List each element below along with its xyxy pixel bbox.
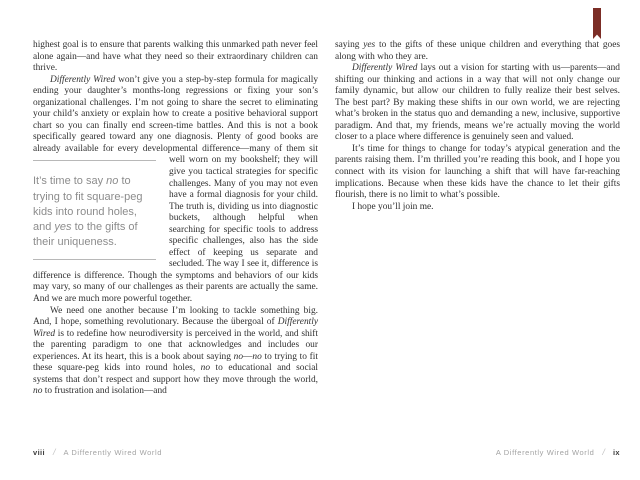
page-left-text — [33, 0, 318, 398]
running-title: A Differently Wired World — [63, 447, 163, 457]
page-number: viii — [33, 447, 46, 457]
paragraph: We need one another because I’m looking to tackle something big. And, I hope, something revolutionary. Because the übergoal of Differently Wired is to redefine how neurodiversity is perceived in the world, and shift the parenting paradigm to one that acknowledges and includes our experiences. At its heart, this is a book about saying no—no to trying to fit these square-peg kids into round holes, no to educational and social systems that don’t respect and support how they move through the world, no to frustration and isolation—and — [33, 305, 318, 397]
paragraph-segment: difference—many of them sit well worn on my bookshelf; they will give you tactical strategies for specific challenges. Many of you may not even have a formal diagnosis for your child. The truth is, dividing us into diagnostic buckets, although helpful when searching for specific tools to address specific challenges, also has the side effect of keeping us separate and secluded. The way I see it, difference is difference is difference. Though the symptoms and behaviors of our kids may vary, so many of our challenges as their parents are actually the same. And we are much more powerful together. — [33, 143, 318, 305]
page-left — [33, 0, 318, 480]
running-title: A Differently Wired World — [495, 447, 595, 457]
paragraph: It’s time for things to change for today’s atypical generation and the parents raising them. I’m thrilled you’re reading this book, and I hope you connect with its vision for launching a shift that will have far-reaching implications. Because when these kids have the chance to let their gifts flourish, there is no limit to what’s possible. — [335, 143, 620, 201]
page-right-text — [335, 0, 620, 213]
paragraph-segment: Differently Wired won’t give you a step-by-step formula for magically ending your daughter’s months-long regressions or fixing your son’s organizational challenges. I’m not going to share the secret to eliminating your child’s anxiety or explain how to create a positive behavioral support chart so you can finally end screen-time battles. And this is not a book specifically geared toward any one diagnosis. Plenty of good books are already available for every developmental — [33, 74, 319, 154]
page-right — [335, 0, 620, 480]
slash-separator: / — [602, 447, 605, 457]
paragraph: Differently Wired lays out a vision for starting with us—parents—and shifting our thinking and actions in a way that will not only change our family dynamic, but allow our children to fully realize their best selves. The best part? By making these shifts in our own world, we are rejecting what’s broken in the status quo and demanding a new, inclusive, supportive paradigm. And that, my friends, means we’re actually moving the world closer to a place where difference is genuinely seen and valued. — [335, 63, 620, 143]
paragraph: I hope you’ll join me. — [352, 201, 434, 212]
paragraph — [33, 75, 318, 306]
pull-quote: It’s time to say no to trying to fit square-peg kids into round holes, and yes to the gifts of their uniqueness. — [33, 160, 156, 260]
paragraph: highest goal is to ensure that parents walking this unmarked path never feel alone again—and have what they need so their extraordinary children can thrive. — [33, 40, 318, 74]
slash-separator: / — [53, 447, 56, 457]
paragraph: saying yes to the gifts of these unique children and everything that goes along with who they are. — [335, 40, 620, 62]
footer-left — [33, 447, 318, 457]
footer-right — [335, 447, 620, 457]
page-number: ix — [612, 447, 620, 457]
bookmark-ribbon-icon[interactable] — [593, 8, 601, 39]
